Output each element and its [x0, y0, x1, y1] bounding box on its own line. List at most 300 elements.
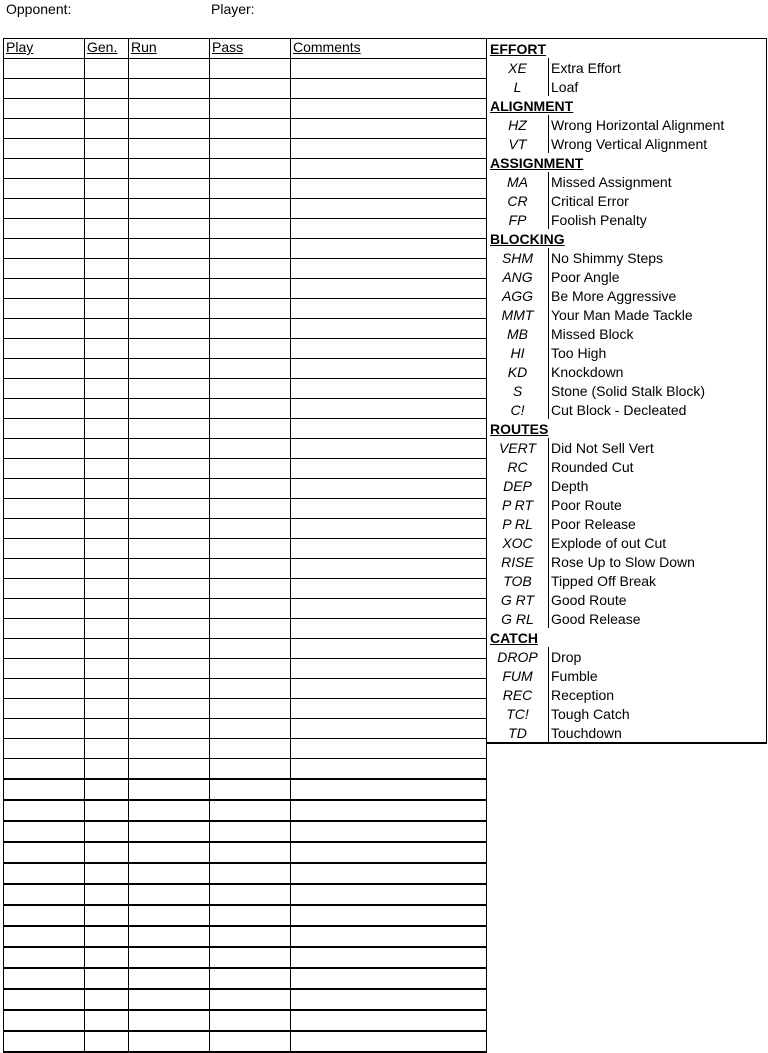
- grid-cell[interactable]: [129, 119, 210, 139]
- grid-cell[interactable]: [129, 179, 210, 199]
- grid-cell[interactable]: [129, 239, 210, 259]
- table-row: [4, 219, 487, 239]
- grid-cell[interactable]: [210, 79, 291, 99]
- grid-cell[interactable]: [85, 279, 129, 299]
- legend-code: P RL: [487, 514, 549, 533]
- grid-cell[interactable]: [85, 800, 129, 821]
- grid-cell[interactable]: [4, 842, 85, 863]
- grid-cell[interactable]: [129, 639, 210, 659]
- grid-cell[interactable]: [210, 199, 291, 219]
- grid-cell[interactable]: [85, 579, 129, 599]
- grid-cell[interactable]: [210, 926, 291, 947]
- grid-cell[interactable]: [129, 439, 210, 459]
- grid-cell[interactable]: [85, 159, 129, 179]
- grid-cell[interactable]: [291, 399, 487, 419]
- grid-cell[interactable]: [291, 863, 487, 884]
- table-row: [4, 119, 487, 139]
- grid-cell[interactable]: [291, 259, 487, 279]
- grid-cell[interactable]: [4, 419, 85, 439]
- grid-cell[interactable]: [4, 99, 85, 119]
- table-row: [4, 639, 487, 659]
- legend-description: Critical Error: [549, 191, 767, 210]
- grid-cell[interactable]: [291, 179, 487, 199]
- legend-description: Tipped Off Break: [549, 571, 767, 590]
- grid-cell[interactable]: [85, 419, 129, 439]
- grid-cell[interactable]: [291, 579, 487, 599]
- grid-cell[interactable]: [129, 359, 210, 379]
- grid-cell[interactable]: [210, 659, 291, 679]
- legend-code: MB: [487, 324, 549, 343]
- form-header: [0, 0, 768, 20]
- grid-cell[interactable]: [129, 339, 210, 359]
- grid-cell[interactable]: [129, 968, 210, 989]
- grid-cell[interactable]: [129, 399, 210, 419]
- grid-cell[interactable]: [4, 739, 85, 759]
- grid-cell[interactable]: [129, 619, 210, 639]
- grid-cell[interactable]: [85, 299, 129, 319]
- grid-cell[interactable]: [85, 619, 129, 639]
- grid-cell[interactable]: [4, 459, 85, 479]
- grid-cell[interactable]: [291, 659, 487, 679]
- grid-cell[interactable]: [129, 279, 210, 299]
- grid-cell[interactable]: [4, 319, 85, 339]
- grid-cell[interactable]: [85, 821, 129, 842]
- grid-cell[interactable]: [85, 99, 129, 119]
- grid-cell[interactable]: [210, 499, 291, 519]
- table-row: [4, 339, 487, 359]
- grid-cell[interactable]: [210, 905, 291, 926]
- grid-cell[interactable]: [210, 299, 291, 319]
- legend-description: Stone (Solid Stalk Block): [549, 381, 767, 400]
- grid-cell[interactable]: [210, 619, 291, 639]
- grid-cell[interactable]: [85, 379, 129, 399]
- grid-cell[interactable]: [4, 639, 85, 659]
- grid-cell[interactable]: [210, 989, 291, 1010]
- grid-cell[interactable]: [129, 519, 210, 539]
- legend-section-row: [487, 39, 767, 59]
- grid-cell[interactable]: [291, 719, 487, 739]
- grid-cell[interactable]: [4, 239, 85, 259]
- grid-cell[interactable]: [210, 59, 291, 79]
- grid-cell[interactable]: [210, 219, 291, 239]
- grid-cell[interactable]: [291, 968, 487, 989]
- table-row: [4, 968, 487, 989]
- grid-cell[interactable]: [85, 499, 129, 519]
- grid-cell[interactable]: [4, 259, 85, 279]
- grid-cell[interactable]: [85, 759, 129, 780]
- grid-cell[interactable]: [85, 139, 129, 159]
- grid-cell[interactable]: [4, 499, 85, 519]
- grid-cell[interactable]: [210, 519, 291, 539]
- grid-cell[interactable]: [85, 947, 129, 968]
- grid-cell[interactable]: [129, 926, 210, 947]
- grid-cell[interactable]: [4, 1031, 85, 1052]
- column-header-row: [4, 39, 487, 59]
- grid-cell[interactable]: [4, 800, 85, 821]
- table-row: [4, 79, 487, 99]
- grid-cell[interactable]: [129, 319, 210, 339]
- grid-cell[interactable]: [85, 539, 129, 559]
- grid-cell[interactable]: [210, 479, 291, 499]
- grid-cell[interactable]: [4, 439, 85, 459]
- legend-section-title: EFFORT: [490, 40, 546, 57]
- grid-cell[interactable]: [4, 905, 85, 926]
- grid-cell[interactable]: [129, 679, 210, 699]
- legend-item: [487, 286, 767, 305]
- grid-cell[interactable]: [210, 139, 291, 159]
- table-row: [4, 989, 487, 1010]
- grid-cell[interactable]: [210, 399, 291, 419]
- grid-cell[interactable]: [4, 219, 85, 239]
- grid-cell[interactable]: [210, 379, 291, 399]
- grid-cell[interactable]: [129, 59, 210, 79]
- grid-cell[interactable]: [291, 539, 487, 559]
- table-row: [4, 779, 487, 800]
- grid-cell[interactable]: [210, 947, 291, 968]
- table-row: [4, 299, 487, 319]
- grid-cell[interactable]: [4, 339, 85, 359]
- table-row: [4, 279, 487, 299]
- grid-cell[interactable]: [291, 947, 487, 968]
- grid-cell[interactable]: [129, 379, 210, 399]
- grid-cell[interactable]: [291, 59, 487, 79]
- grid-cell[interactable]: [85, 439, 129, 459]
- grid-cell[interactable]: [85, 905, 129, 926]
- grid-cell[interactable]: [4, 559, 85, 579]
- grid-cell[interactable]: [210, 579, 291, 599]
- grid-cell[interactable]: [210, 419, 291, 439]
- grid-cell[interactable]: [4, 399, 85, 419]
- grid-cell[interactable]: [129, 259, 210, 279]
- grid-cell[interactable]: [291, 699, 487, 719]
- grid-cell[interactable]: [4, 79, 85, 99]
- grid-cell[interactable]: [85, 699, 129, 719]
- grid-cell[interactable]: [291, 319, 487, 339]
- grid-cell[interactable]: [85, 119, 129, 139]
- grid-cell[interactable]: [4, 359, 85, 379]
- grid-cell[interactable]: [210, 679, 291, 699]
- grid-cell[interactable]: [291, 199, 487, 219]
- grid-cell[interactable]: [210, 559, 291, 579]
- grid-cell[interactable]: [291, 559, 487, 579]
- grid-cell[interactable]: [291, 1031, 487, 1052]
- grid-cell[interactable]: [85, 219, 129, 239]
- legend-description: Good Release: [549, 609, 767, 628]
- grid-cell[interactable]: [291, 679, 487, 699]
- grid-cell[interactable]: [85, 259, 129, 279]
- legend-code: L: [487, 77, 549, 96]
- table-row: [4, 499, 487, 519]
- column-header-pass: Pass: [210, 39, 291, 59]
- grid-cell[interactable]: [210, 599, 291, 619]
- grid-cell[interactable]: [129, 99, 210, 119]
- legend-item: [487, 438, 767, 457]
- grid-cell[interactable]: [4, 619, 85, 639]
- grid-cell[interactable]: [291, 239, 487, 259]
- grid-cell[interactable]: [210, 159, 291, 179]
- grid-cell[interactable]: [85, 884, 129, 905]
- grid-cell[interactable]: [210, 739, 291, 759]
- grid-cell[interactable]: [291, 479, 487, 499]
- grid-cell[interactable]: [85, 968, 129, 989]
- grid-cell[interactable]: [4, 279, 85, 299]
- table-row: [4, 863, 487, 884]
- grid-cell[interactable]: [291, 639, 487, 659]
- legend-description: Your Man Made Tackle: [549, 305, 767, 324]
- grid-cell[interactable]: [129, 199, 210, 219]
- legend-item: [487, 210, 767, 229]
- legend-code: VERT: [487, 438, 549, 457]
- grid-cell[interactable]: [291, 439, 487, 459]
- grid-cell[interactable]: [210, 179, 291, 199]
- grid-cell[interactable]: [291, 739, 487, 759]
- grid-cell[interactable]: [4, 759, 85, 780]
- grid-cell[interactable]: [85, 739, 129, 759]
- grid-cell[interactable]: [85, 659, 129, 679]
- grid-cell[interactable]: [129, 884, 210, 905]
- grid-cell[interactable]: [291, 821, 487, 842]
- grid-cell[interactable]: [210, 639, 291, 659]
- legend-item: [487, 704, 767, 723]
- grid-cell[interactable]: [129, 800, 210, 821]
- grid-cell[interactable]: [85, 559, 129, 579]
- grid-cell[interactable]: [4, 699, 85, 719]
- grid-cell[interactable]: [129, 539, 210, 559]
- grid-cell[interactable]: [4, 821, 85, 842]
- table-row: [4, 379, 487, 399]
- grid-cell[interactable]: [210, 842, 291, 863]
- grid-cell[interactable]: [210, 1031, 291, 1052]
- grid-cell[interactable]: [129, 479, 210, 499]
- grid-cell[interactable]: [210, 99, 291, 119]
- grid-cell[interactable]: [129, 219, 210, 239]
- grid-cell[interactable]: [129, 821, 210, 842]
- grid-cell[interactable]: [210, 1010, 291, 1031]
- grid-cell[interactable]: [210, 699, 291, 719]
- column-header-comments: Comments: [291, 39, 487, 59]
- grid-cell[interactable]: [4, 1010, 85, 1031]
- grid-cell[interactable]: [85, 989, 129, 1010]
- grid-cell[interactable]: [291, 989, 487, 1010]
- grid-cell[interactable]: [129, 79, 210, 99]
- grid-cell[interactable]: [85, 639, 129, 659]
- grid-cell[interactable]: [291, 119, 487, 139]
- grid-cell[interactable]: [210, 439, 291, 459]
- grid-cell[interactable]: [129, 842, 210, 863]
- grid-cell[interactable]: [291, 905, 487, 926]
- grid-cell[interactable]: [291, 99, 487, 119]
- grid-cell[interactable]: [210, 719, 291, 739]
- grid-cell[interactable]: [85, 1031, 129, 1052]
- legend-item: [487, 457, 767, 476]
- grid-cell[interactable]: [129, 159, 210, 179]
- grid-cell[interactable]: [85, 359, 129, 379]
- grid-cell[interactable]: [4, 884, 85, 905]
- legend-description: Poor Route: [549, 495, 767, 514]
- grid-cell[interactable]: [291, 219, 487, 239]
- table-row: [4, 399, 487, 419]
- grid-cell[interactable]: [291, 379, 487, 399]
- legend-item: [487, 571, 767, 590]
- grid-cell[interactable]: [85, 719, 129, 739]
- grid-cell[interactable]: [129, 759, 210, 780]
- table-row: [4, 179, 487, 199]
- grid-cell[interactable]: [85, 926, 129, 947]
- grid-cell[interactable]: [129, 739, 210, 759]
- grid-cell[interactable]: [291, 79, 487, 99]
- grid-cell[interactable]: [85, 79, 129, 99]
- grid-cell[interactable]: [210, 863, 291, 884]
- table-row: [4, 579, 487, 599]
- table-row: [4, 699, 487, 719]
- grid-cell[interactable]: [291, 1010, 487, 1031]
- grid-cell[interactable]: [210, 759, 291, 780]
- grid-cell[interactable]: [4, 659, 85, 679]
- grid-cell[interactable]: [291, 499, 487, 519]
- grid-cell[interactable]: [4, 199, 85, 219]
- legend-section-title: ROUTES: [490, 420, 549, 437]
- grid-cell[interactable]: [129, 599, 210, 619]
- grid-cell[interactable]: [210, 359, 291, 379]
- grid-cell[interactable]: [291, 599, 487, 619]
- grid-cell[interactable]: [85, 319, 129, 339]
- table-row: [4, 419, 487, 439]
- legend-item: [487, 115, 767, 134]
- grid-cell[interactable]: [4, 719, 85, 739]
- grid-cell[interactable]: [4, 679, 85, 699]
- grid-cell[interactable]: [291, 459, 487, 479]
- grid-cell[interactable]: [85, 842, 129, 863]
- grid-cell[interactable]: [291, 359, 487, 379]
- grid-cell[interactable]: [85, 239, 129, 259]
- grid-cell[interactable]: [85, 1010, 129, 1031]
- grid-cell[interactable]: [210, 319, 291, 339]
- grid-cell[interactable]: [129, 1031, 210, 1052]
- grid-cell[interactable]: [129, 459, 210, 479]
- legend-item: [487, 172, 767, 191]
- grid-cell[interactable]: [291, 926, 487, 947]
- grid-cell[interactable]: [291, 159, 487, 179]
- grid-cell[interactable]: [4, 119, 85, 139]
- grid-cell[interactable]: [129, 299, 210, 319]
- grid-cell[interactable]: [129, 579, 210, 599]
- grid-cell[interactable]: [129, 905, 210, 926]
- grid-cell[interactable]: [291, 619, 487, 639]
- grid-cell[interactable]: [4, 926, 85, 947]
- grid-cell[interactable]: [85, 519, 129, 539]
- grid-cell[interactable]: [129, 779, 210, 800]
- grid-cell[interactable]: [4, 599, 85, 619]
- grid-cell[interactable]: [210, 119, 291, 139]
- grid-cell[interactable]: [4, 299, 85, 319]
- grid-cell[interactable]: [291, 279, 487, 299]
- grid-cell[interactable]: [291, 299, 487, 319]
- table-row: [4, 947, 487, 968]
- grid-cell[interactable]: [4, 947, 85, 968]
- grid-cell[interactable]: [291, 779, 487, 800]
- grid-cell[interactable]: [129, 659, 210, 679]
- grid-cell[interactable]: [4, 968, 85, 989]
- grid-cell[interactable]: [210, 279, 291, 299]
- grid-cell[interactable]: [85, 779, 129, 800]
- grid-cell[interactable]: [4, 479, 85, 499]
- grid-cell[interactable]: [4, 379, 85, 399]
- grid-cell[interactable]: [291, 800, 487, 821]
- legend-description: Did Not Sell Vert: [549, 438, 767, 457]
- grid-cell[interactable]: [85, 599, 129, 619]
- grid-cell[interactable]: [291, 419, 487, 439]
- legend-item: [487, 381, 767, 400]
- grid-cell[interactable]: [4, 579, 85, 599]
- grid-cell[interactable]: [4, 863, 85, 884]
- grid-cell[interactable]: [85, 679, 129, 699]
- grid-cell[interactable]: [85, 199, 129, 219]
- grid-cell[interactable]: [210, 539, 291, 559]
- grid-cell[interactable]: [85, 459, 129, 479]
- legend-section-title: BLOCKING: [490, 230, 565, 247]
- grid-cell[interactable]: [210, 884, 291, 905]
- grid-cell[interactable]: [291, 842, 487, 863]
- grid-cell[interactable]: [85, 863, 129, 884]
- table-row: [4, 359, 487, 379]
- grid-cell[interactable]: [4, 159, 85, 179]
- grid-cell[interactable]: [129, 719, 210, 739]
- grid-cell[interactable]: [291, 339, 487, 359]
- grid-cell[interactable]: [4, 539, 85, 559]
- grid-cell[interactable]: [210, 968, 291, 989]
- grid-cell[interactable]: [210, 800, 291, 821]
- grid-cell[interactable]: [129, 863, 210, 884]
- grid-cell[interactable]: [85, 179, 129, 199]
- legend-code: AGG: [487, 286, 549, 305]
- table-row: [4, 719, 487, 739]
- table-row: [4, 459, 487, 479]
- grid-cell[interactable]: [129, 139, 210, 159]
- grid-cell[interactable]: [291, 519, 487, 539]
- grid-cell[interactable]: [85, 479, 129, 499]
- grid-cell[interactable]: [4, 179, 85, 199]
- grid-cell[interactable]: [85, 339, 129, 359]
- grid-cell[interactable]: [129, 419, 210, 439]
- grid-cell[interactable]: [129, 989, 210, 1010]
- grid-cell[interactable]: [85, 399, 129, 419]
- grid-cell[interactable]: [291, 884, 487, 905]
- grid-cell[interactable]: [4, 59, 85, 79]
- table-row: [4, 519, 487, 539]
- grid-cell[interactable]: [129, 1010, 210, 1031]
- grid-cell[interactable]: [4, 139, 85, 159]
- grid-cell[interactable]: [129, 559, 210, 579]
- grid-cell[interactable]: [291, 759, 487, 780]
- grid-cell[interactable]: [4, 779, 85, 800]
- grid-cell[interactable]: [129, 699, 210, 719]
- grid-cell[interactable]: [210, 459, 291, 479]
- grading-legend: [486, 38, 767, 744]
- grid-cell[interactable]: [4, 519, 85, 539]
- grid-cell[interactable]: [129, 947, 210, 968]
- grid-cell[interactable]: [4, 989, 85, 1010]
- grid-cell[interactable]: [210, 339, 291, 359]
- grid-cell[interactable]: [129, 499, 210, 519]
- grid-cell[interactable]: [210, 779, 291, 800]
- grid-cell[interactable]: [210, 259, 291, 279]
- grid-cell[interactable]: [210, 821, 291, 842]
- grid-cell[interactable]: [291, 139, 487, 159]
- grid-cell[interactable]: [85, 59, 129, 79]
- grid-cell[interactable]: [210, 239, 291, 259]
- table-row: [4, 739, 487, 759]
- legend-code: KD: [487, 362, 549, 381]
